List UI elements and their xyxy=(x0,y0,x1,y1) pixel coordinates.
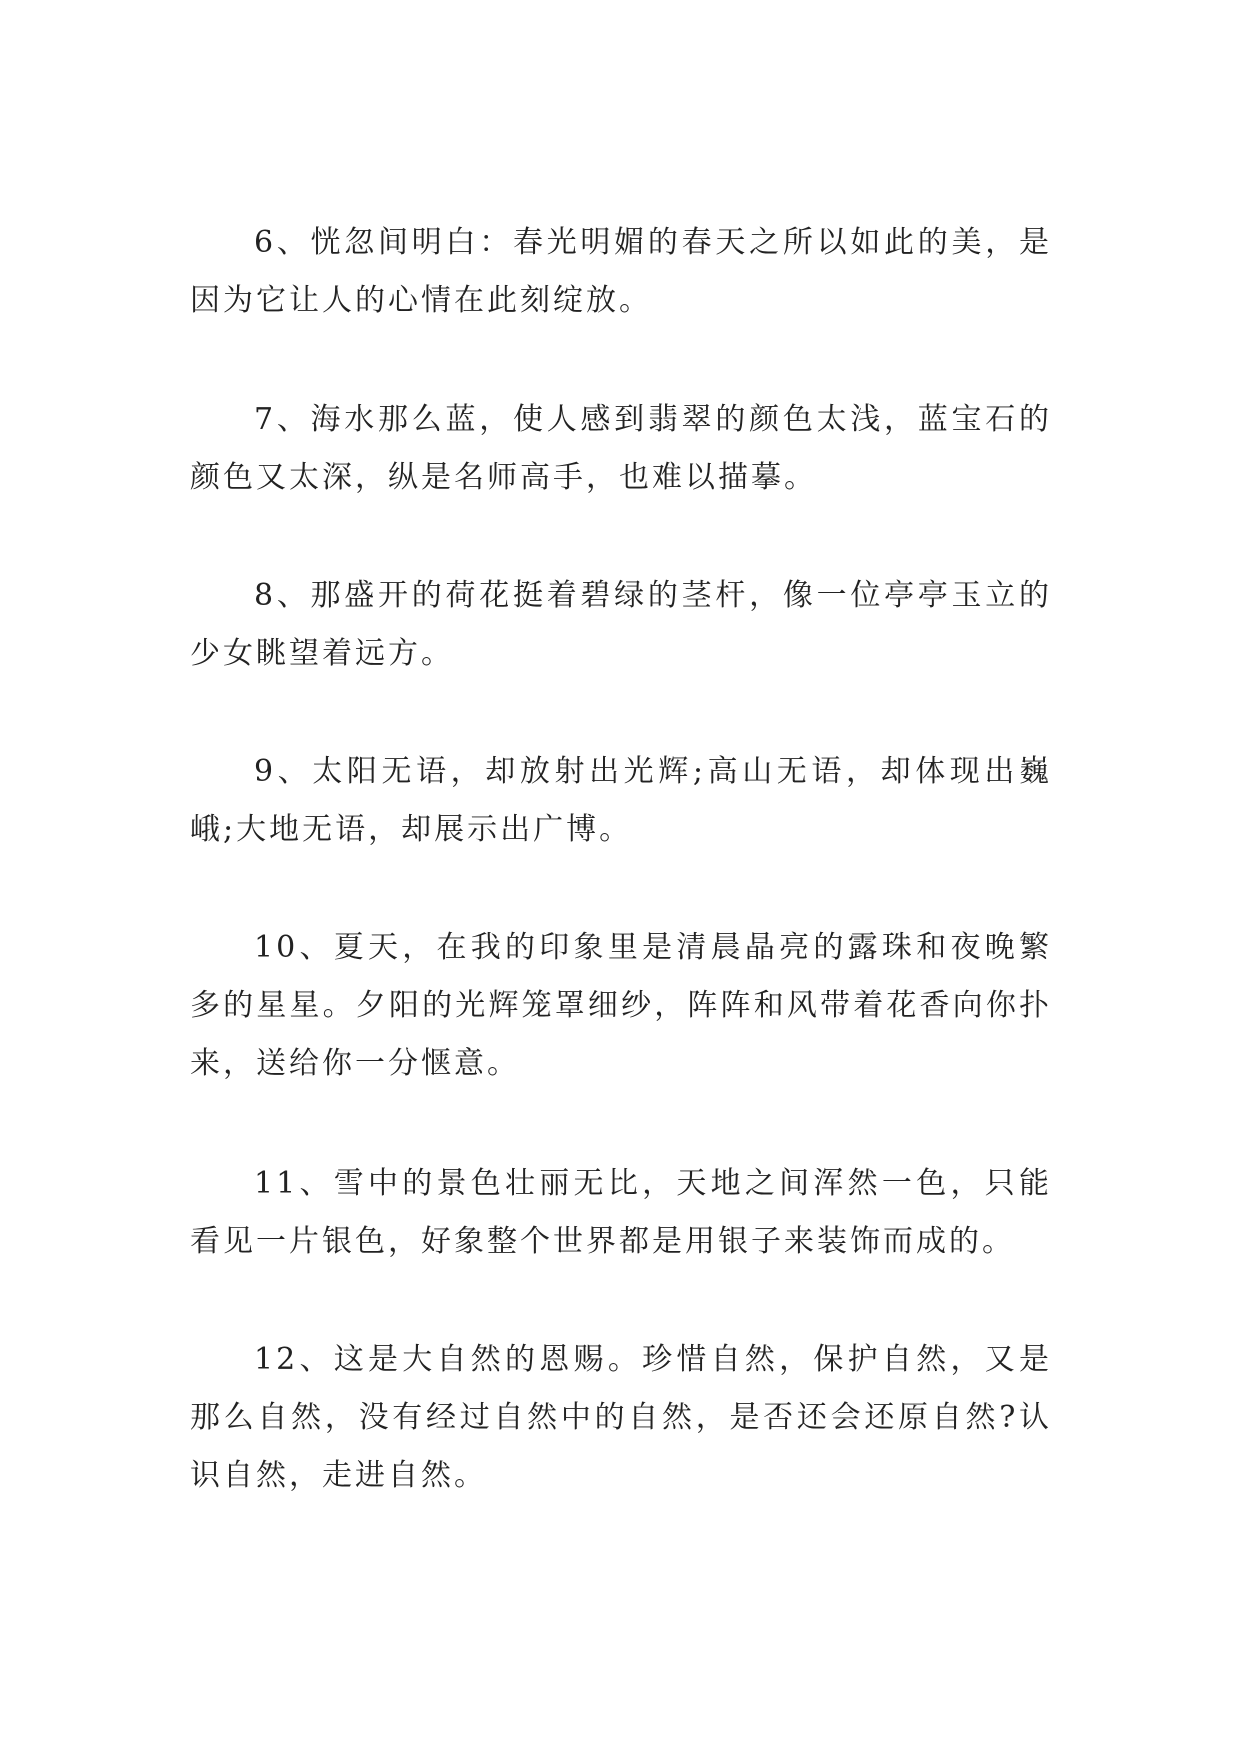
paragraph-11: 11、雪中的景色壮丽无比，天地之间浑然一色，只能看见一片银色，好象整个世界都是用银子来装饰而成的。 xyxy=(190,1166,1052,1259)
paragraph-7: 7、海水那么蓝，使人感到翡翠的颜色太浅，蓝宝石的颜色又太深，纵是名师高手，也难以描摹。 xyxy=(190,402,1052,495)
paragraph-9: 9、太阳无语，却放射出光辉;高山无语，却体现出巍峨;大地无语，却展示出广博。 xyxy=(190,754,1052,847)
paragraph-12: 12、这是大自然的恩赐。珍惜自然，保护自然，又是那么自然，没有经过自然中的自然，是否还会还原自然?认识自然，走进自然。 xyxy=(190,1342,1052,1493)
paragraph-8: 8、那盛开的荷花挺着碧绿的茎杆，像一位亭亭玉立的少女眺望着远方。 xyxy=(190,578,1052,671)
paragraph-6: 6、恍忽间明白：春光明媚的春天之所以如此的美，是因为它让人的心情在此刻绽放。 xyxy=(190,225,1052,318)
paragraph-10: 10、夏天，在我的印象里是清晨晶亮的露珠和夜晚繁多的星星。夕阳的光辉笼罩细纱，阵阵和风带着花香向你扑来，送给你一分惬意。 xyxy=(190,930,1052,1081)
